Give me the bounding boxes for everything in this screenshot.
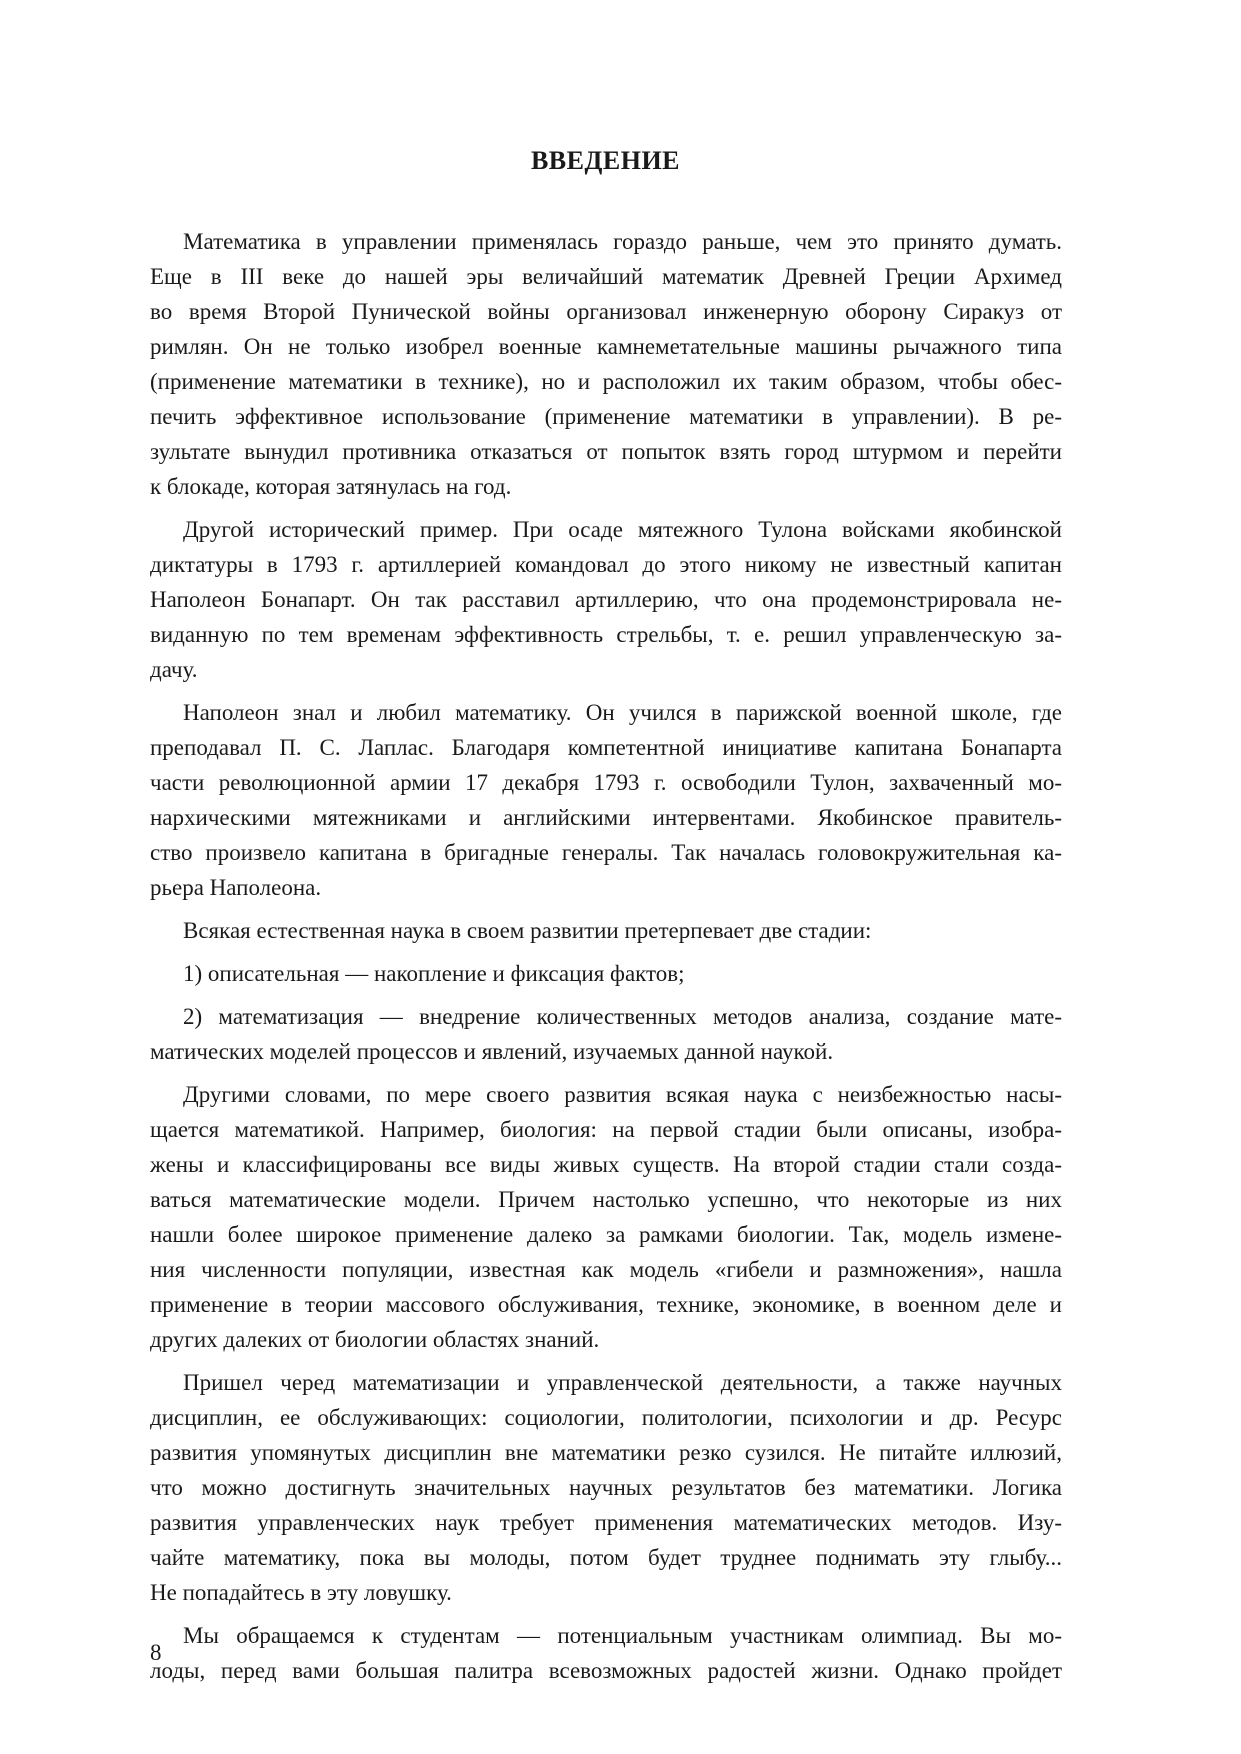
text-line: (применение математики в технике), но и расположил их таким образом, чтобы обес- [150,369,1062,394]
text-line: щается математикой. Например, биология: на первой стадии были описаны, изобра- [150,1117,1062,1142]
text-line: рьера Наполеона. [150,875,322,900]
text-line: матических моделей процессов и явлений, изучаемых данной наукой. [150,1039,834,1064]
text-line: дисциплин, ее обслуживающих: социологии, политологии, психологии и др. Ресурс [150,1405,1062,1430]
text-line: диктатуры в 1793 г. артиллерией командовал до этого никому не известный капитан [150,552,1062,577]
text-line: Другой исторический пример. При осаде мятежного Тулона войсками якобинской [183,517,1062,542]
text-line: нашли более широкое применение далеко за рамками биологии. Так, модель измене- [150,1222,1062,1247]
paragraph [150,695,1062,905]
text-line: ваться математические модели. Причем настолько успешно, что некоторые из них [150,1187,1062,1212]
text-line: Другими словами, по мере своего развития всякая наука с неизбежностью насы- [183,1082,1062,1107]
text-line: Математика в управлении применялась гораздо раньше, чем это принято думать. [183,229,1062,254]
text-line: во время Второй Пунической войны организовал инженерную оборону Сиракуз от [150,299,1062,324]
text-line: Не попадайтесь в эту ловушку. [150,1580,452,1605]
paragraph [150,999,1062,1069]
text-line: жены и классифицированы все виды живых существ. На второй стадии стали созда- [150,1152,1062,1177]
text-line: ство произвело капитана в бригадные генералы. Так началась головокружительная ка- [150,840,1062,865]
text-line: развития управленческих наук требует применения математических методов. Изу- [150,1510,1062,1535]
paragraph [150,1618,1062,1688]
text-line: Мы обращаемся к студентам — потенциальным участникам олимпиад. Вы мо- [183,1623,1062,1648]
text-line: развития упомянутых дисциплин вне математики резко сузился. Не питайте иллюзий, [150,1440,1062,1465]
text-line: нархическими мятежниками и английскими интервентами. Якобинское правитель- [150,805,1062,830]
text-line: печить эффективное использование (применение математики в управлении). В ре- [150,404,1062,429]
paragraph [150,956,1062,991]
text-line: 2) математизация — внедрение количественных методов анализа, создание мате- [183,1004,1062,1029]
text-line: Еще в III веке до нашей эры величайший математик Древней Греции Архимед [150,264,1062,289]
text-line: лоды, перед вами большая палитра всевозможных радостей жизни. Однако пройдет [150,1658,1062,1683]
text-line: римлян. Он не только изобрел военные камнеметательные машины рычажного типа [150,334,1062,359]
text-line: дачу. [150,657,198,682]
text-line: части революционной армии 17 декабря 1793 г. освободили Тулон, захваченный мо- [150,770,1062,795]
text-line: 1) описательная — накопление и фиксация фактов; [183,961,685,986]
text-line: Пришел черед математизации и управленческой деятельности, а также научных [183,1370,1062,1395]
text-line: Всякая естественная наука в своем развитии претерпевает две стадии: [183,918,872,943]
text-line: применение в теории массового обслуживания, технике, экономике, в военном деле и [150,1292,1062,1317]
paragraph [150,1365,1062,1610]
paragraph [150,224,1062,504]
page-title: ВВЕДЕНИЕ [530,146,681,175]
text-line: зультате вынудил противника отказаться от попыток взять город штурмом и перейти [150,439,1062,464]
text-line: других далеких от биологии областях знаний. [150,1327,600,1352]
text-line: к блокаде, которая затянулась на год. [150,474,512,499]
paragraph [150,913,1062,948]
body-text [150,224,1062,1696]
text-line: что можно достигнуть значительных научных результатов без математики. Логика [150,1475,1062,1500]
text-line: чайте математику, пока вы молоды, потом будет труднее поднимать эту глыбу... [150,1545,1062,1570]
text-line: виданную по тем временам эффективность стрельбы, т. е. решил управленческую за- [150,622,1062,647]
paragraph [150,512,1062,687]
text-line: Наполеон знал и любил математику. Он учился в парижской военной школе, где [183,700,1062,725]
paragraph [150,1077,1062,1357]
text-line: преподавал П. С. Лаплас. Благодаря компетентной инициативе капитана Бонапарта [150,735,1062,760]
text-line: Наполеон Бонапарт. Он так расставил артиллерию, что она продемонстрировала не- [150,587,1062,612]
text-line: ния численности популяции, известная как модель «гибели и размножения», нашла [150,1257,1062,1282]
page-number: 8 [150,1640,162,1665]
